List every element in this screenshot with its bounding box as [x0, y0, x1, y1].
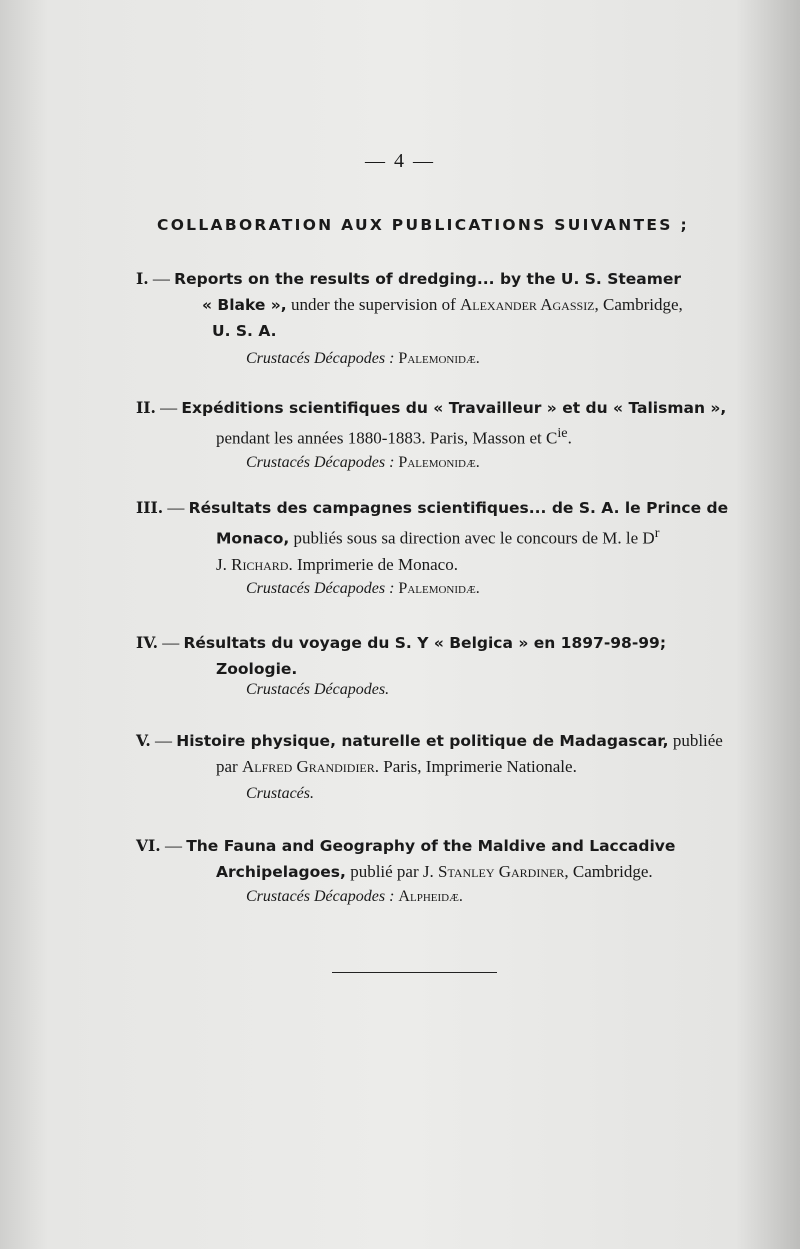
- page-number: — 4 —: [365, 150, 435, 172]
- entry-family: Palemonidæ.: [398, 350, 480, 367]
- publication-entry-6: VI. — The Fauna and Geography of the Maldive and Laccadive Archipelagoes, publié par J. Stanley Gardiner, Cambridge.: [136, 836, 676, 881]
- closing-rule: [332, 972, 497, 973]
- entry-category-4: Crustacés Décapodes.: [246, 681, 390, 698]
- entry-author: J. Richard.: [216, 554, 293, 574]
- publication-entry-5: V. — Histoire physique, naturelle et politique de Madagascar, publiée par Alfred Grandidier. Paris, Imprimerie Nationale.: [136, 731, 723, 776]
- section-heading: COLLABORATION AUX PUBLICATIONS SUIVANTES ;: [157, 216, 689, 234]
- entry-title: Résultats du voyage du S. Y « Belgica » en 1897-98-99;: [183, 634, 667, 652]
- entry-category-5: Crustacés.: [246, 785, 314, 802]
- entry-title: Histoire physique, naturelle et politique de Madagascar,: [176, 732, 669, 750]
- publication-entry-3: III. — Résultats des campagnes scientifiques... de S. A. le Prince de Monaco, publiés sous sa direction avec le concours de M. le $D^r$ J. Richard. Imprimerie de Monaco.: [136, 498, 729, 574]
- entry-category-6: Crustacés Décapodes : Alpheidæ.: [246, 888, 463, 905]
- entry-title: Expéditions scientifiques du « Travailleur » et du « Talisman »,: [181, 399, 727, 417]
- entry-dash: —: [152, 269, 170, 288]
- entry-category-3: Crustacés Décapodes : Palemonidæ.: [246, 580, 480, 597]
- entry-author: J. Stanley Gardiner: [422, 862, 565, 881]
- entry-title: Reports on the results of dredging... by the U. S. Steamer: [174, 270, 682, 288]
- entry-numeral: I.: [136, 269, 149, 288]
- publication-entry-2: II. — Expéditions scientifiques du « Travailleur » et du « Talisman », pendant les années 1880-1883. Paris, Masson et $C^{ie}$.: [136, 398, 727, 448]
- publication-entry-4: IV. — Résultats du voyage du S. Y « Belgica » en 1897-98-99; Zoologie.: [136, 633, 667, 678]
- entry-author: Alfred Grandidier: [241, 757, 375, 776]
- entry-title: The Fauna and Geography of the Maldive and Laccadive: [186, 837, 676, 855]
- entry-title: Résultats des campagnes scientifiques... de S. A. le Prince de: [188, 499, 729, 517]
- entry-author: Alexander Agassiz: [459, 295, 595, 314]
- entry-ship: « Blake »,: [202, 296, 287, 314]
- entry-category-2: Crustacés Décapodes : Palemonidæ.: [246, 454, 480, 471]
- publication-entry-1: I. — Reports on the results of dredging... by the U. S. Steamer « Blake », under the supervision of Alexander Agassiz, Cambridge, U. S. A.: [136, 269, 683, 340]
- entry-category-1: Crustacés Décapodes : Palemonidæ.: [246, 350, 480, 367]
